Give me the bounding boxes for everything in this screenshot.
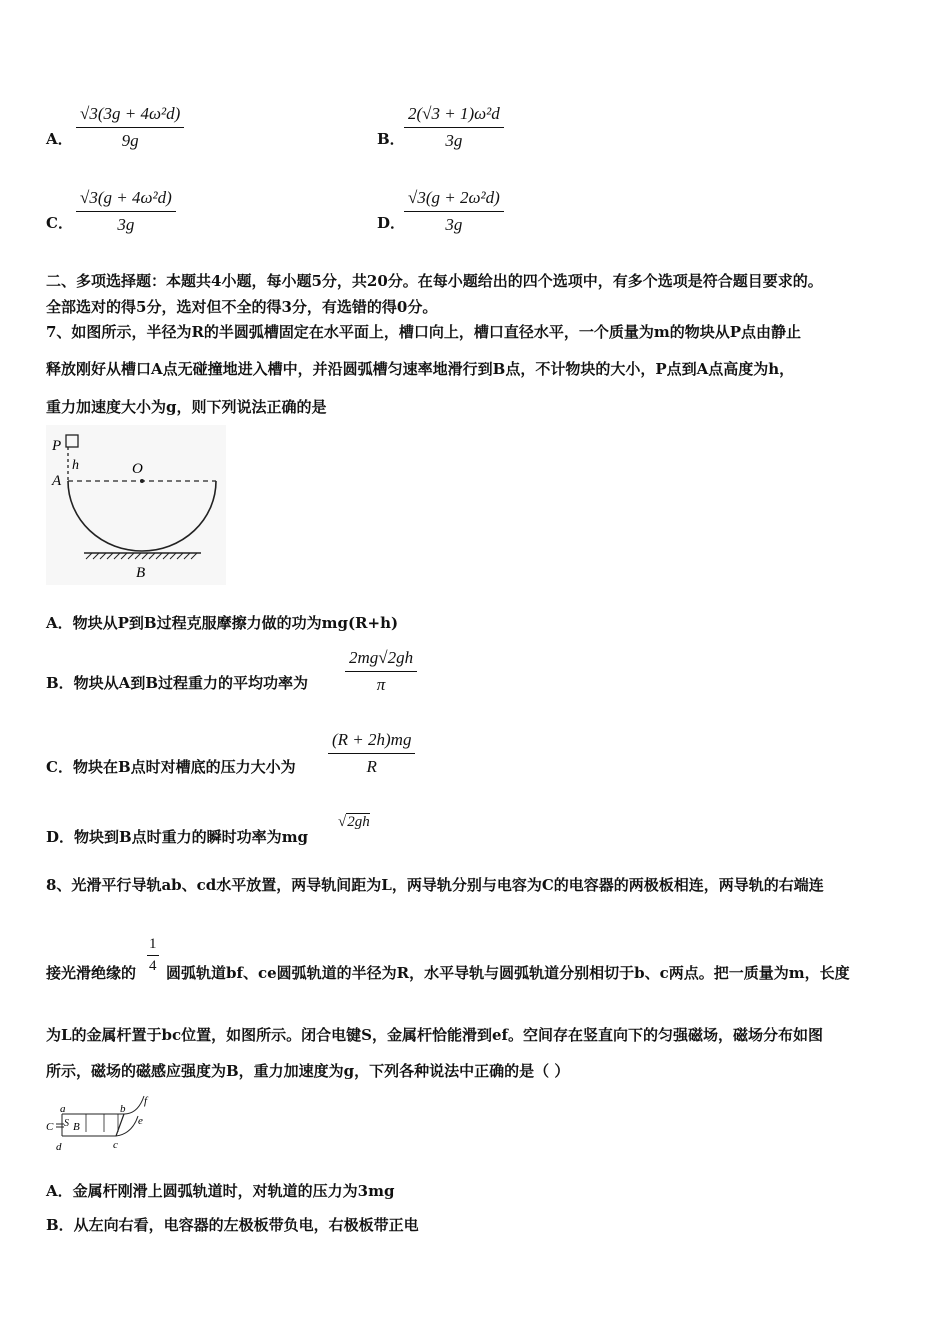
q8-quarter-numerator: 1: [147, 936, 159, 956]
label-p: P: [52, 438, 62, 454]
q7-option-d-sqrt: √2gh: [338, 814, 370, 830]
q7-stem-line1: 7、如图所示，半径为R的半圆弧槽固定在水平面上，槽口向上，槽口直径水平，一个质量为m的物块从P点由静止: [46, 323, 802, 341]
label-switch-s: S: [64, 1118, 69, 1129]
q7-option-c-fraction: [328, 730, 415, 777]
q6-option-a-numerator: √3(3g + 4ω²d): [76, 104, 184, 128]
q6-option-c-label: C．: [46, 214, 73, 232]
label-e: e: [138, 1115, 143, 1127]
q7-option-c-denominator: R: [366, 757, 377, 776]
q8-option-a: A．金属杆刚滑上圆弧轨道时，对轨道的压力为3mg: [46, 1182, 395, 1200]
label-a: A: [52, 473, 62, 489]
q6-option-b-denominator: 3g: [445, 131, 463, 150]
q8-stem-line2-pre: 接光滑绝缘的: [46, 964, 137, 982]
q8-quarter-fraction: [147, 936, 159, 975]
q6-option-b-label: B．: [377, 130, 405, 148]
q7-option-d-text: D．物块到B点时重力的瞬时功率为mg: [46, 828, 309, 846]
q6-option-d-numerator: √3(g + 2ω²d): [404, 188, 504, 212]
metal-rod-bc: [116, 1114, 124, 1136]
q6-option-b-numerator: 2(√3 + 1)ω²d: [404, 104, 504, 128]
label-b: b: [120, 1103, 126, 1115]
label-field-b: B: [73, 1121, 80, 1133]
section2-heading-line2: 全部选对的得5分，选对但不全的得3分，有选错的得0分。: [46, 298, 438, 316]
q8-stem-line1: 8、光滑平行导轨ab、cd水平放置，两导轨间距为L，两导轨分别与电容为C的电容器的两极板相连，两导轨的右端连: [46, 876, 824, 894]
q6-option-d-denominator: 3g: [445, 215, 463, 234]
q7-option-c-numerator: (R + 2h)mg: [328, 730, 415, 754]
q8-stem-line2-post: 圆弧轨道bf、ce圆弧轨道的半径为R，水平导轨与圆弧轨道分别相切于b、c两点。把一质量为m，长度: [166, 964, 850, 982]
center-point-o: [140, 479, 144, 483]
q7-option-a: A．物块从P到B过程克服摩擦力做的功为mg(R+h): [46, 614, 399, 632]
label-o: O: [132, 461, 143, 477]
label-f: f: [144, 1095, 148, 1107]
q6-option-d-label: D．: [377, 214, 406, 232]
label-d: d: [56, 1141, 62, 1153]
q6-option-c-denominator: 3g: [117, 215, 135, 234]
q7-option-b-numerator: 2mg√2gh: [345, 648, 417, 672]
q6-option-b-fraction: [404, 104, 504, 151]
q6-option-a-denominator: 9g: [121, 131, 139, 150]
q7-option-b-fraction: [345, 648, 417, 695]
q6-option-c-numerator: √3(g + 4ω²d): [76, 188, 176, 212]
q6-option-d-fraction: [404, 188, 504, 235]
q6-option-a-label: A．: [46, 130, 73, 148]
q8-option-b: B．从左向右看，电容器的左极板带负电，右极板带正电: [46, 1216, 419, 1234]
q8-rail-figure: [46, 1092, 166, 1154]
label-h: h: [72, 458, 79, 473]
q8-stem-line4: 所示，磁场的磁感应强度为B，重力加速度为g，下列各种说法中正确的是（ ）: [46, 1062, 570, 1080]
label-capacitor-c: C: [46, 1121, 54, 1133]
label-a: a: [60, 1103, 66, 1115]
q7-stem-line2: 释放刚好从槽口A点无碰撞地进入槽中，并沿圆弧槽匀速率地滑行到B点，不计物块的大小，P点到A点高度为h，: [46, 360, 795, 378]
q7-stem-line3: 重力加速度大小为g，则下列说法正确的是: [46, 398, 327, 416]
q6-option-a-fraction: [76, 104, 184, 151]
q7-option-b-text: B．物块从A到B过程重力的平均功率为: [46, 674, 308, 692]
q7-option-b-denominator: π: [376, 675, 386, 694]
q7-option-c-text: C．物块在B点时对槽底的压力大小为: [46, 758, 296, 776]
arc-bf: [124, 1096, 144, 1114]
q7-semicircle-figure: [46, 425, 226, 585]
label-b: B: [136, 565, 146, 581]
q8-stem-line3: 为L的金属杆置于bc位置，如图所示。闭合电键S，金属杆恰能滑到ef。空间存在竖直向下的匀强磁场，磁场分布如图: [46, 1026, 824, 1044]
q8-quarter-denominator: 4: [149, 958, 157, 974]
label-c: c: [113, 1139, 118, 1151]
q7-option-d-radicand: 2gh: [347, 814, 370, 830]
section2-heading-line1: 二、多项选择题：本题共4小题，每小题5分，共20分。在每小题给出的四个选项中，有多个选项是符合题目要求的。: [46, 272, 823, 290]
q6-option-c-fraction: [76, 188, 176, 235]
